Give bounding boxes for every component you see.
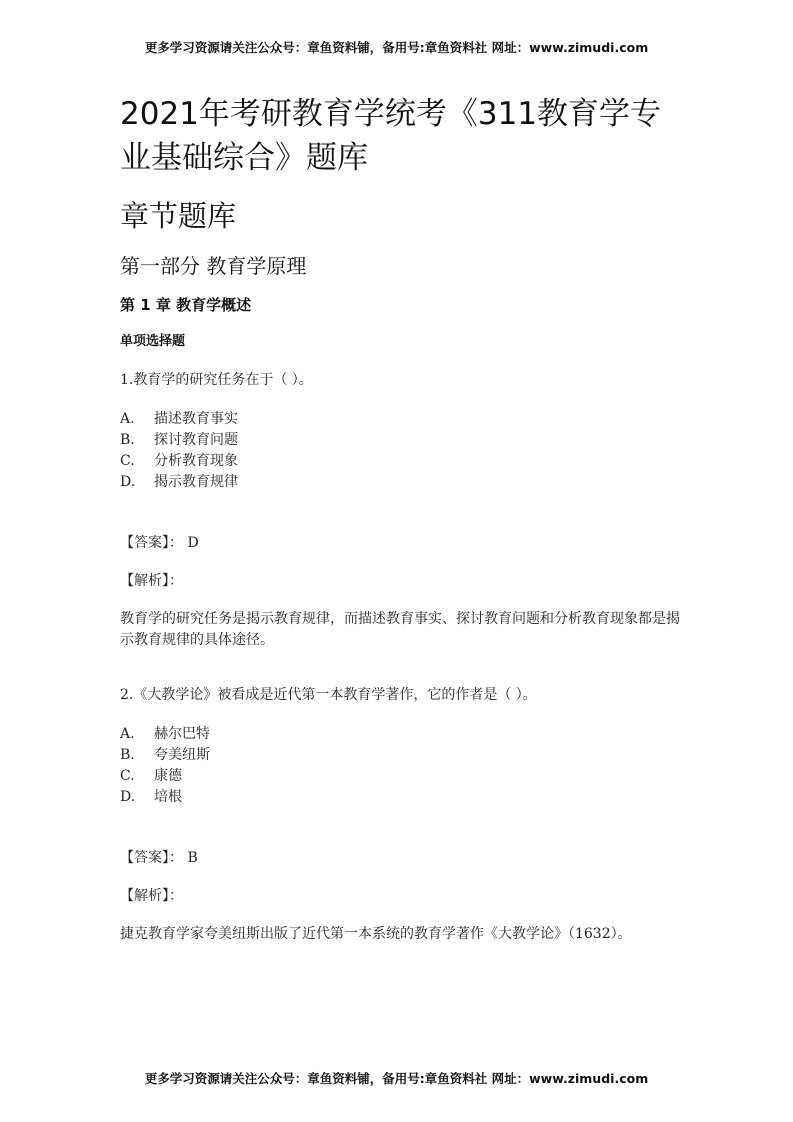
option-key: B. [120,432,135,448]
option-key: C. [120,768,135,784]
option-text: 描述教育事实 [154,411,238,427]
option-item [120,451,680,472]
option-key: D. [120,474,136,490]
option-text: 探讨教育问题 [154,432,238,448]
option-key: A. [120,411,135,427]
option-list [120,724,680,808]
question-stem: 2.《大教学论》被看成是近代第一本教育学著作，它的作者是（ ）。 [120,687,537,703]
chapter-title: 第 1 章 教育学概述 [120,296,252,314]
option-item [120,745,680,766]
analysis-label: 【解析】： [120,573,183,589]
answer-line: 【答案】： D [120,535,199,551]
option-key: A. [120,726,135,742]
option-key: B. [120,747,135,763]
option-key: C. [120,453,135,469]
option-text: 夸美纽斯 [154,747,210,763]
question-block [120,370,680,651]
page-content [120,92,680,945]
option-item [120,766,680,787]
option-text: 揭示教育规律 [154,474,238,490]
answer-line: 【答案】： B [120,850,198,866]
option-text: 分析教育现象 [154,453,238,469]
option-text: 康德 [154,768,182,784]
part-title: 第一部分 教育学原理 [120,254,307,278]
option-text: 赫尔巴特 [154,726,210,742]
option-item [120,724,680,745]
page-footer: 更多学习资源请关注公众号：章鱼资料铺，备用号:章鱼资料社 网址：www.zimudi.com [144,1071,649,1086]
section-title: 章节题库 [120,199,237,233]
analysis-text: 教育学的研究任务是揭示教育规律，而描述教育事实、探讨教育问题和分析教育现象都是揭示教育规律的具体途径。 [120,611,680,648]
page-header: 更多学习资源请关注公众号：章鱼资料铺，备用号:章鱼资料社 网址：www.zimudi.com [144,40,649,55]
option-item [120,472,680,493]
option-text: 培根 [154,789,182,805]
option-list [120,409,680,493]
option-item [120,430,680,451]
document-title: 2021年考研教育学统考《311教育学专业基础综合》题库 [120,96,662,176]
option-key: D. [120,789,136,805]
option-item [120,787,680,808]
analysis-text: 捷克教育学家夸美纽斯出版了近代第一本系统的教育学著作《大教学论》（1632）。 [120,926,632,942]
analysis-label: 【解析】： [120,888,183,904]
question-block [120,685,680,945]
option-item [120,409,680,430]
question-stem: 1.教育学的研究任务在于（ ）。 [120,372,313,388]
question-type-heading: 单项选择题 [120,334,186,349]
